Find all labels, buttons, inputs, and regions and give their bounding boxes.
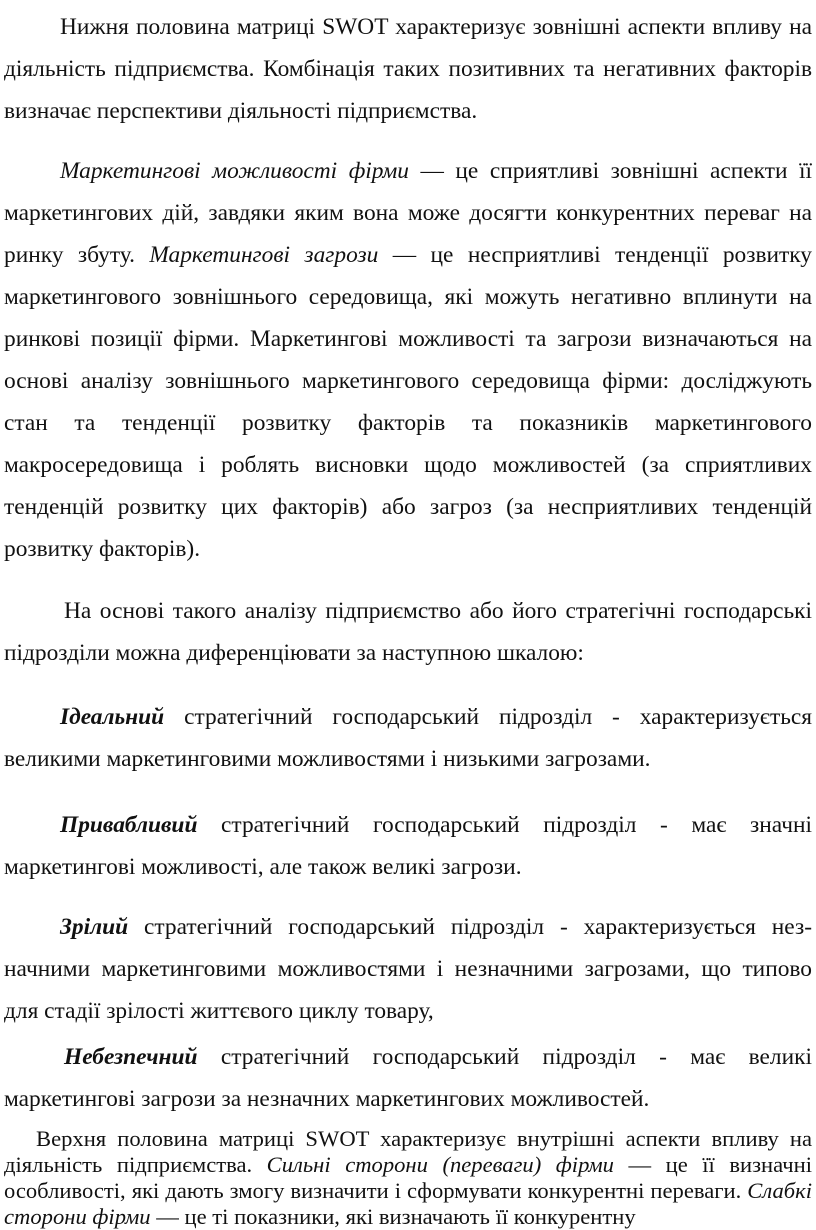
paragraph-text: Верхня половина матриці SWOT характеризує внутрішні аспекти впливу на діяльність підприємства. [4, 1126, 812, 1177]
term-dangerous: Небезпечний [64, 1044, 198, 1070]
paragraph-ideal-unit [4, 696, 812, 780]
term-marketing-threats: Маркетингові загрози [149, 242, 379, 268]
paragraph-scale-intro [4, 590, 812, 674]
term-mature: Зрілий [60, 914, 129, 940]
paragraph-swot-lower-half [4, 6, 812, 132]
paragraph-text: стратегічний господарський підрозділ - має великі маркетингові загрози за незначних маркетингових можливостей. [4, 1044, 812, 1112]
term-weaknesses: Слабкі сторони фірми [4, 1178, 812, 1229]
paragraph-text: стратегічний господарський підрозділ - має значні маркетингові можливості, але також великі загрози. [4, 812, 812, 880]
paragraph-text: На основі такого аналізу підприємство або його стратегічні господарські підрозділи можна диференціювати за наступною шкалою: [4, 598, 812, 666]
paragraph-dangerous-unit [4, 1036, 812, 1120]
paragraph-swot-upper-half [4, 1126, 812, 1230]
paragraph-text: стратегічний господарський підрозділ - характеризується великими маркетинговими можливостями і низькими загрозами. [4, 704, 812, 772]
paragraph-mature-unit [4, 906, 812, 1032]
term-strengths: Сильні сторони (переваги) фірми [266, 1152, 614, 1177]
term-ideal: Ідеальний [60, 704, 165, 730]
paragraph-text: стратегічний господарський підрозділ - характеризується нез-начними маркетинговими можливостями і незначними загрозами, що типово для стадії зрілості життєвого циклу товару, [4, 914, 812, 1024]
paragraph-text: — це її визначні особливості, які дають змогу визначити і сформувати конкурентні переваги. [4, 1152, 812, 1203]
term-marketing-opportunities: Маркетингові можливості фірми [60, 158, 409, 184]
paragraph-text: — це ті показники, які визначають її конкурентну [150, 1204, 636, 1229]
paragraph-attractive-unit [4, 804, 812, 888]
term-attractive: Привабливий [60, 812, 198, 838]
paragraph-text: — це сприятливі зовнішні аспекти її маркетингових дій, завдяки яким вона може досягти конкурентних переваг на ринку збуту. [4, 158, 812, 268]
paragraph-opportunities-threats [4, 150, 812, 570]
paragraph-text: — це несприятливі тенденції розвитку маркетингового зовнішнього середовища, які можуть негативно вплинути на ринкові позиції фірми. Маркетингові можливості та загрози визначаються на основі аналізу зовнішнього маркетингового середовища фірми: досліджують стан та тенденції розвитку факторів та показників маркетингового макросередовища і роблять висновки щодо можливостей (за сприятливих тенденцій розвитку цих факторів) або загроз (за несприятливих тенденцій розвитку факторів). [4, 242, 813, 562]
paragraph-text: Нижня половина матриці SWOT характеризує зовнішні аспекти впливу на діяльність підприємства. Комбінація таких позитивних та негативних факторів визначає перспективи діяльності підприємства. [4, 14, 812, 124]
